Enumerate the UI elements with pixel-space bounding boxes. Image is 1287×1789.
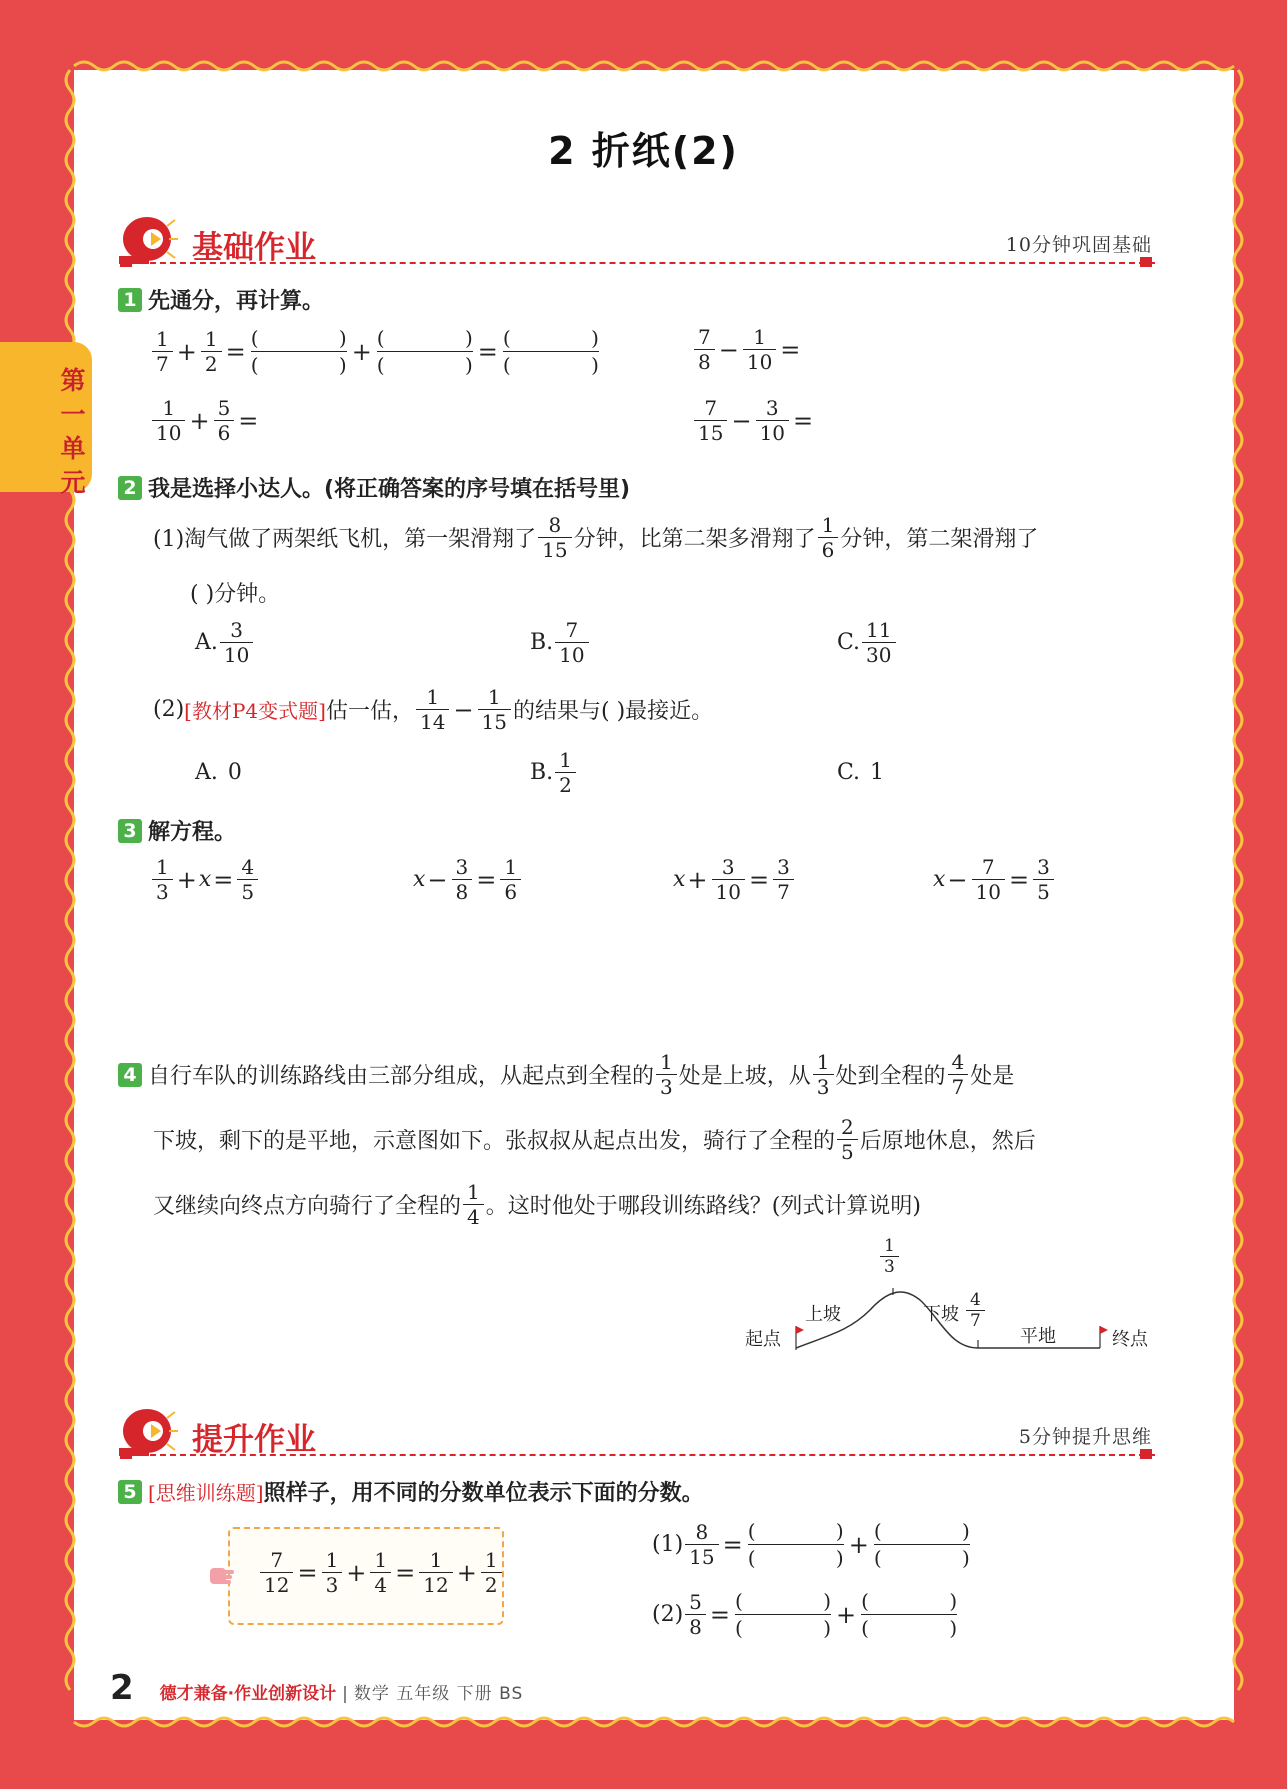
- q2-part2: (2) [教材P4变式题] 估一估， $\frac{1}{14}$ − $\frac{1}{15}$ 的结果与( )最接近。: [153, 685, 714, 734]
- q3-eq-2: x − $\frac{3}{8}$ = $\frac{1}{6}$: [413, 855, 523, 904]
- q5-part1: (1) $\frac{8}{15}$ = ( ) ( ) + ( ) ( ): [652, 1519, 970, 1570]
- fraction: $\frac{3}{10}$: [220, 618, 253, 667]
- fraction: $\frac{3}{5}$: [1033, 855, 1054, 904]
- footer-info: 数学 五年级 下册 BS: [353, 1684, 524, 1704]
- q4-number: 4: [118, 1063, 142, 1087]
- q5-text: 照样子，用不同的分数单位表示下面的分数。: [263, 1481, 704, 1506]
- fraction: $\frac{1}{6}$: [500, 855, 521, 904]
- fraction: $\frac{1}{4}$: [370, 1548, 391, 1597]
- divider-dot: [120, 1449, 132, 1459]
- fraction: $\frac{3}{10}$: [712, 855, 745, 904]
- q3-text: 解方程。: [148, 820, 237, 845]
- q4-line-3: 又继续向终点方向骑行了全程的 $\frac{1}{4}$ 。这时他处于哪段训练路线？(列式计算说明): [153, 1180, 921, 1229]
- answer-blank[interactable]: ( ) ( ): [873, 1519, 970, 1570]
- page-title: 2 折纸(2): [548, 129, 739, 173]
- q2-p1-option-a[interactable]: A. $\frac{3}{10}$: [195, 618, 255, 667]
- q5-tag: [思维训练题]: [148, 1481, 264, 1505]
- answer-blank[interactable]: ( ) ( ): [376, 326, 473, 377]
- fraction: $\frac{7}{10}$: [555, 618, 588, 667]
- section-divider: [120, 262, 1155, 264]
- q5-number: 5: [118, 1480, 142, 1504]
- page-footer: [110, 1668, 523, 1708]
- q3-prompt: [118, 815, 236, 846]
- section-basic-label: 基础作业: [192, 230, 316, 266]
- fraction: $\frac{1}{10}$: [743, 325, 776, 374]
- route-up-label: 上坡: [805, 1304, 841, 1325]
- divider-dot: [120, 257, 132, 267]
- section-basic-time: 10分钟巩固基础: [1005, 234, 1152, 256]
- fraction: $\frac{1}{14}$: [416, 685, 449, 734]
- q2-p1-text: 分钟，第二架滑翔了: [840, 527, 1039, 552]
- q1-expr-2: $\frac{7}{8}$ − $\frac{1}{10}$ =: [692, 325, 802, 374]
- fraction: $\frac{4}{5}$: [237, 855, 258, 904]
- fraction: $\frac{5}{8}$: [685, 1590, 706, 1639]
- q1-text: 先通分，再计算。: [148, 289, 325, 314]
- unit-tab-label: 第一单元: [60, 366, 86, 497]
- fraction: $\frac{1}{3}$: [813, 1050, 834, 1099]
- fraction: $\frac{3}{10}$: [756, 396, 789, 445]
- fraction: $\frac{8}{15}$: [685, 1520, 718, 1569]
- footer-separator: |: [342, 1684, 348, 1704]
- q1-number: 1: [118, 288, 142, 312]
- fraction: $\frac{1}{2}$: [201, 327, 222, 376]
- q4-line-2: 下坡，剩下的是平地，示意图如下。张叔叔从起点出发，骑行了全程的 $\frac{2}{5}$ 后原地休息，然后: [153, 1115, 1036, 1164]
- fraction: $\frac{1}{2}$: [481, 1548, 502, 1597]
- fraction: $\frac{7}{15}$: [694, 396, 727, 445]
- q2-p1-text: 分钟，比第二架多滑翔了: [573, 527, 816, 552]
- q2-p1-answer-line[interactable]: ( )分钟。: [190, 582, 281, 607]
- answer-blank[interactable]: ( ) ( ): [747, 1519, 844, 1570]
- fraction: $\frac{1}{15}$: [478, 685, 511, 734]
- section-advanced-header: [115, 1400, 1160, 1470]
- answer-blank[interactable]: ( ) ( ): [502, 326, 599, 377]
- footer-brand: 德才兼备·作业创新设计: [159, 1684, 337, 1704]
- q2-text: 我是选择小达人。(将正确答案的序号填在括号里): [148, 477, 631, 502]
- q2-number: 2: [118, 476, 142, 500]
- fraction: $\frac{1}{3}$: [322, 1548, 343, 1597]
- section-divider: [120, 1454, 1155, 1456]
- fraction: $\frac{1}{3}$: [152, 855, 173, 904]
- q3-eq-1: $\frac{1}{3}$ + x = $\frac{4}{5}$: [150, 855, 260, 904]
- fraction: $\frac{3}{7}$: [773, 855, 794, 904]
- divider-dot: [1140, 1449, 1152, 1459]
- q2-p2-option-c[interactable]: C. 1: [837, 760, 885, 785]
- q3-eq-4: x − $\frac{7}{10}$ = $\frac{3}{5}$: [933, 855, 1056, 904]
- route-diagram: [740, 1236, 1160, 1360]
- q2-p1-option-b[interactable]: B. $\frac{7}{10}$: [530, 618, 591, 667]
- q5-prompt: [118, 1476, 704, 1507]
- q2-p2-option-a[interactable]: A. 0: [195, 760, 242, 785]
- fraction: $\frac{1}{3}$: [656, 1050, 677, 1099]
- fraction: $\frac{8}{15}$: [538, 513, 571, 562]
- q1-expr-1: $\frac{1}{7}$ + $\frac{1}{2}$ = ( ) ( ) + ( ) ( ) = ( ) ( ): [150, 325, 602, 378]
- route-down-label: 下坡: [923, 1304, 959, 1325]
- hand-pointer-icon: [208, 1560, 238, 1590]
- route-start-label: 起点: [745, 1329, 781, 1350]
- route-peak-fraction: $\frac{1}{3}$: [880, 1236, 899, 1277]
- fraction: $\frac{5}{6}$: [214, 396, 235, 445]
- section-advanced-label: 提升作业: [192, 1422, 316, 1458]
- q1-expr-3: $\frac{1}{10}$ + $\frac{5}{6}$ =: [150, 396, 260, 445]
- fraction: $\frac{1}{7}$: [152, 327, 173, 376]
- fraction: $\frac{1}{10}$: [152, 396, 185, 445]
- q2-tag: [教材P4变式题]: [184, 699, 326, 723]
- route-end-label: 终点: [1112, 1329, 1148, 1350]
- q5-part2: (2) $\frac{5}{8}$ = ( ) ( ) + ( ) ( ): [652, 1589, 958, 1640]
- fraction: $\frac{7}{12}$: [260, 1548, 293, 1597]
- answer-blank[interactable]: ( ) ( ): [250, 326, 347, 377]
- fraction: $\frac{3}{8}$: [452, 855, 473, 904]
- route-flat-label: 平地: [1020, 1326, 1056, 1347]
- page-number: 2: [110, 1668, 134, 1708]
- fraction: $\frac{1}{12}$: [419, 1548, 452, 1597]
- fraction: $\frac{11}{30}$: [862, 618, 895, 667]
- q2-p1-text: (1)淘气做了两架纸飞机，第一架滑翔了: [153, 527, 537, 552]
- q3-eq-3: x + $\frac{3}{10}$ = $\frac{3}{7}$: [673, 855, 796, 904]
- fraction: $\frac{4}{7}$: [948, 1050, 969, 1099]
- section-basic-header: [115, 208, 1160, 278]
- fraction: $\frac{2}{5}$: [837, 1115, 858, 1164]
- q1-prompt: [118, 284, 324, 315]
- fraction: $\frac{1}{6}$: [818, 513, 839, 562]
- fraction: $\frac{1}{2}$: [555, 748, 576, 797]
- divider-dot: [1140, 257, 1152, 267]
- q4-line-1: 4 自行车队的训练路线由三部分组成，从起点到全程的 $\frac{1}{3}$ 处是上坡，从 $\frac{1}{3}$ 处到全程的 $\frac{4}{7}$ 处是: [118, 1050, 1014, 1099]
- q2-part1: [153, 513, 1038, 562]
- section-advanced-time: 5分钟提升思维: [1018, 1426, 1152, 1448]
- q2-p2-option-b[interactable]: B. $\frac{1}{2}$: [530, 748, 578, 797]
- q3-number: 3: [118, 819, 142, 843]
- q5-example-equation: $\frac{7}{12}$ = $\frac{1}{3}$ + $\frac{1}{4}$ = $\frac{1}{12}$ + $\frac{1}{2}$: [258, 1548, 504, 1597]
- unit-tab: [0, 342, 92, 497]
- fraction: $\frac{7}{10}$: [972, 855, 1005, 904]
- answer-blank[interactable]: ( ) ( ): [735, 1589, 832, 1640]
- answer-blank[interactable]: ( ) ( ): [861, 1589, 958, 1640]
- fraction: $\frac{1}{4}$: [463, 1180, 484, 1229]
- route-down-fraction: $\frac{4}{7}$: [966, 1290, 985, 1331]
- q2-p1-option-c[interactable]: C. $\frac{11}{30}$: [837, 618, 898, 667]
- q2-prompt: [118, 472, 630, 503]
- q1-expr-4: $\frac{7}{15}$ − $\frac{3}{10}$ =: [692, 396, 815, 445]
- fraction: $\frac{7}{8}$: [694, 325, 715, 374]
